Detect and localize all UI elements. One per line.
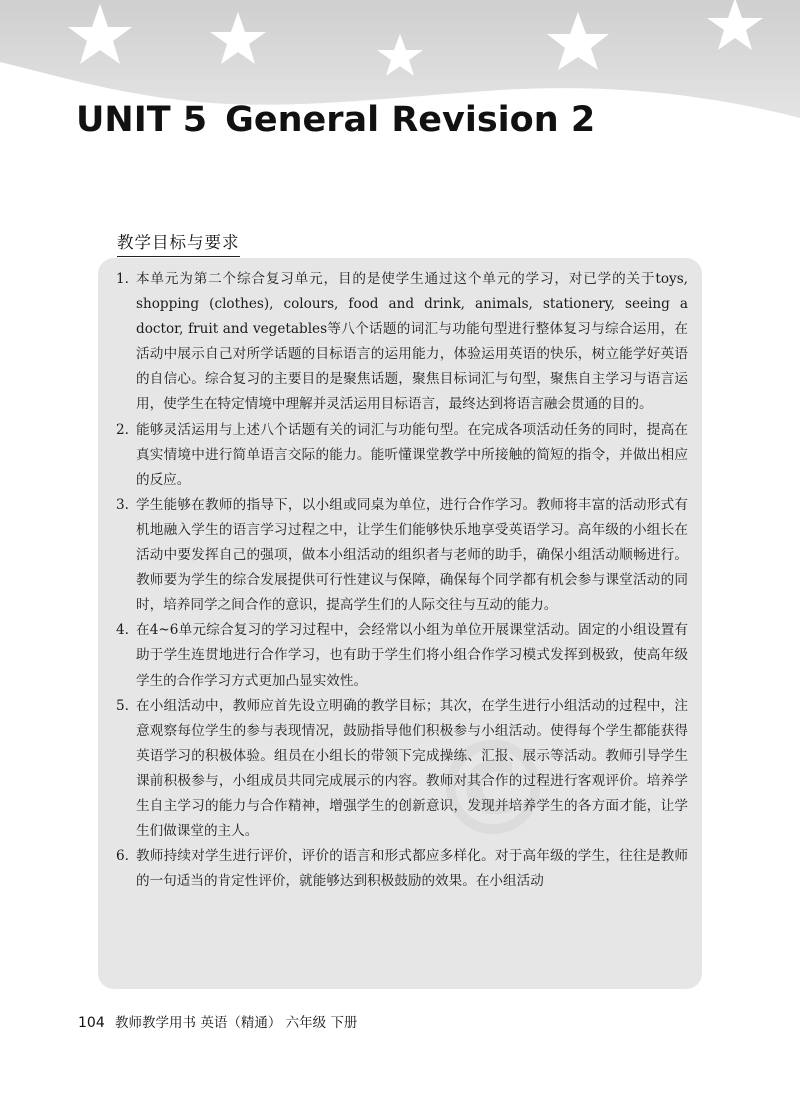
item-text: 学生能够在教师的指导下，以小组或同桌为单位，进行合作学习。教师将丰富的活动形式有机地融入学生的语言学习过程之中，让学生们能够快乐地享受英语学习。高年级的小组长在活动中要发挥自己的强项，做本小组活动的组织者与老师的助手，确保小组活动顺畅进行。教师要为学生的综合发展提供可行性建议与保障，确保每个同学都有机会参与课堂活动的同时，培养同学之间合作的意识，提高学生们的人际交往与互动的能力。 [136, 496, 688, 614]
item-text: 在小组活动中，教师应首先设立明确的教学目标；其次，在学生进行小组活动的过程中，注意观察每位学生的参与表现情况，鼓励指导他们积极参与小组活动。使得每个学生都能获得英语学习的积极体验。组员在小组长的带领下完成操练、汇报、展示等活动。教师引导学生课前积极参与，小组成员共同完成展示的内容。教师对其合作的过程进行客观评价。培养学生自主学习的能力与合作精神，增强学生的创新意识，发现并培养学生的各方面才能，让学生们做课堂的主人。 [136, 697, 688, 840]
objectives-list [116, 267, 688, 894]
list-item [116, 844, 688, 894]
unit-title [76, 100, 595, 140]
item-text: 在4~6单元综合复习的学习过程中，会经常以小组为单位开展课堂活动。固定的小组设置有助于学生连贯地进行合作学习，也有助于学生们将小组合作学习模式发挥到极致，使高年级学生的合作学习方式更加凸显实效性。 [136, 622, 688, 689]
item-number: 6. [116, 848, 129, 865]
unit-number: UNIT 5 [76, 100, 208, 140]
list-item [116, 267, 688, 418]
item-number: 1. [116, 271, 129, 287]
objectives-panel [98, 258, 702, 989]
list-item [116, 418, 688, 493]
item-text: 教师持续对学生进行评价，评价的语言和形式都应多样化。对于高年级的学生，往往是教师的一句适当的肯定性评价，就能够达到积极鼓励的效果。在小组活动 [136, 848, 688, 890]
item-number: 5. [116, 697, 129, 714]
book-title: 教师教学用书 英语（精通） 六年级 下册 [115, 1015, 358, 1031]
item-number: 4. [116, 622, 129, 639]
unit-name: General Revision 2 [225, 100, 596, 140]
section-heading: 教学目标与要求 [117, 229, 240, 257]
item-number: 3. [116, 496, 129, 513]
item-text: 能够灵活运用与上述八个话题有关的词汇与功能句型。在完成各项活动任务的同时，提高在真实情境中进行简单语言交际的能力。能听懂课堂教学中所接触的简短的指令，并做出相应的反应。 [136, 421, 688, 488]
watermark: © [428, 713, 564, 865]
list-item [116, 493, 688, 618]
list-item [116, 618, 688, 693]
page-number: 104 [78, 1015, 105, 1031]
item-number: 2. [116, 421, 129, 438]
list-item [116, 694, 688, 845]
page-footer [78, 1011, 357, 1031]
item-text: 本单元为第二个综合复习单元，目的是使学生通过这个单元的学习，对已学的关于toys, shopping (clothes), colours, food and drink, animals, stationery, seeing a doctor, fruit and vegetables等八个话题的词汇与功能句型进行整体复习与综合运用，在活动中展示自己对所学话题的目标语言的运用能力，体验运用英语的快乐，树立能学好英语的自信心。综合复习的主要目的是聚焦话题，聚焦目标词汇与句型，聚焦自主学习与语言运用，使学生在特定情境中理解并灵活运用目标语言，最终达到将语言融会贯通的目的。 [136, 271, 688, 413]
